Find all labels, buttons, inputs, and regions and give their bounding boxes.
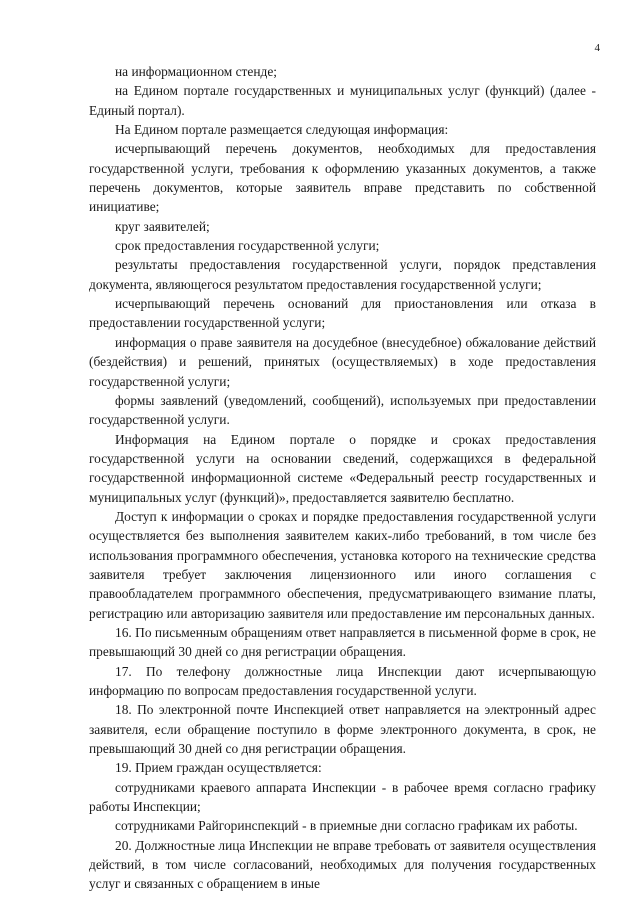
paragraph: исчерпывающий перечень документов, необходимых для предоставления государственной услуги, требования к оформлению указанных документов, а также перечень документов, которые заявитель вправе представить по собственной инициативе; <box>89 141 596 215</box>
paragraph: на Едином портале государственных и муниципальных услуг (функций) (далее - Единый портал). <box>89 83 596 118</box>
paragraph: информация о праве заявителя на досудебное (внесудебное) обжалование действий (бездействия) и решений, принятых (осуществляемых) в ходе предоставления государственной услуги; <box>89 334 596 389</box>
paragraph: Доступ к информации о сроках и порядке предоставления государственной услуги осуществляется без выполнения заявителем каких-либо требований, в том числе без использования программного обеспечения, установка которого на технические средства заявителя требует заключения лицензионного или иного соглашения с правообладателем программного обеспечения, предусматривающего взимание платы, регистрацию или авторизацию заявителя или предоставление им персональных данных. <box>89 508 596 621</box>
paragraph: На Едином портале размещается следующая информация: <box>115 122 449 138</box>
paragraph: срок предоставления государственной услуги; <box>115 238 380 254</box>
paragraph: 20. Должностные лица Инспекции не вправе требовать от заявителя осуществления действий, в том числе согласований, необходимых для получения государственных услуг и связанных с обращением в иные <box>89 837 596 892</box>
paragraph: исчерпывающий перечень оснований для приостановления или отказа в предоставлении государственной услуги; <box>89 296 596 331</box>
paragraph: сотрудниками краевого аппарата Инспекции - в рабочее время согласно графику работы Инспекции; <box>89 779 596 815</box>
paragraph: 18. По электронной почте Инспекцией ответ направляется на электронный адрес заявителя, если обращение поступило в форме электронного документа, в срок, не превышающий 30 дней со дня регистрации обращения. <box>89 702 596 757</box>
paragraph: на информационном стенде; <box>115 64 277 79</box>
document-body <box>89 62 596 894</box>
paragraph: круг заявителей; <box>115 218 210 234</box>
paragraph: сотрудниками Райгоринспекций - в приемные дни согласно графикам их работы. <box>115 818 578 834</box>
paragraph: результаты предоставления государственной услуги, порядок представления документа, являющегося результатом предоставления государственной услуги; <box>89 257 596 292</box>
paragraph: 16. По письменным обращениям ответ направляется в письменной форме в срок, не превышающий 30 дней со дня регистрации обращения. <box>89 624 596 660</box>
paragraph: Информация на Едином портале о порядке и сроках предоставления государственной услуги на основании сведений, содержащихся в федеральной государственной информационной системе «Федеральный реестр государственных и муниципальных услуг (функций)», предоставляется заявителю бесплатно. <box>89 431 596 505</box>
paragraph: 19. Прием граждан осуществляется: <box>115 760 322 776</box>
paragraph: 17. По телефону должностные лица Инспекции дают исчерпывающую информацию по вопросам предоставления государственной услуги. <box>89 663 596 698</box>
paragraph: формы заявлений (уведомлений, сообщений), используемых при предоставлении государственной услуги. <box>89 392 596 428</box>
page-number: 4 <box>594 42 600 54</box>
